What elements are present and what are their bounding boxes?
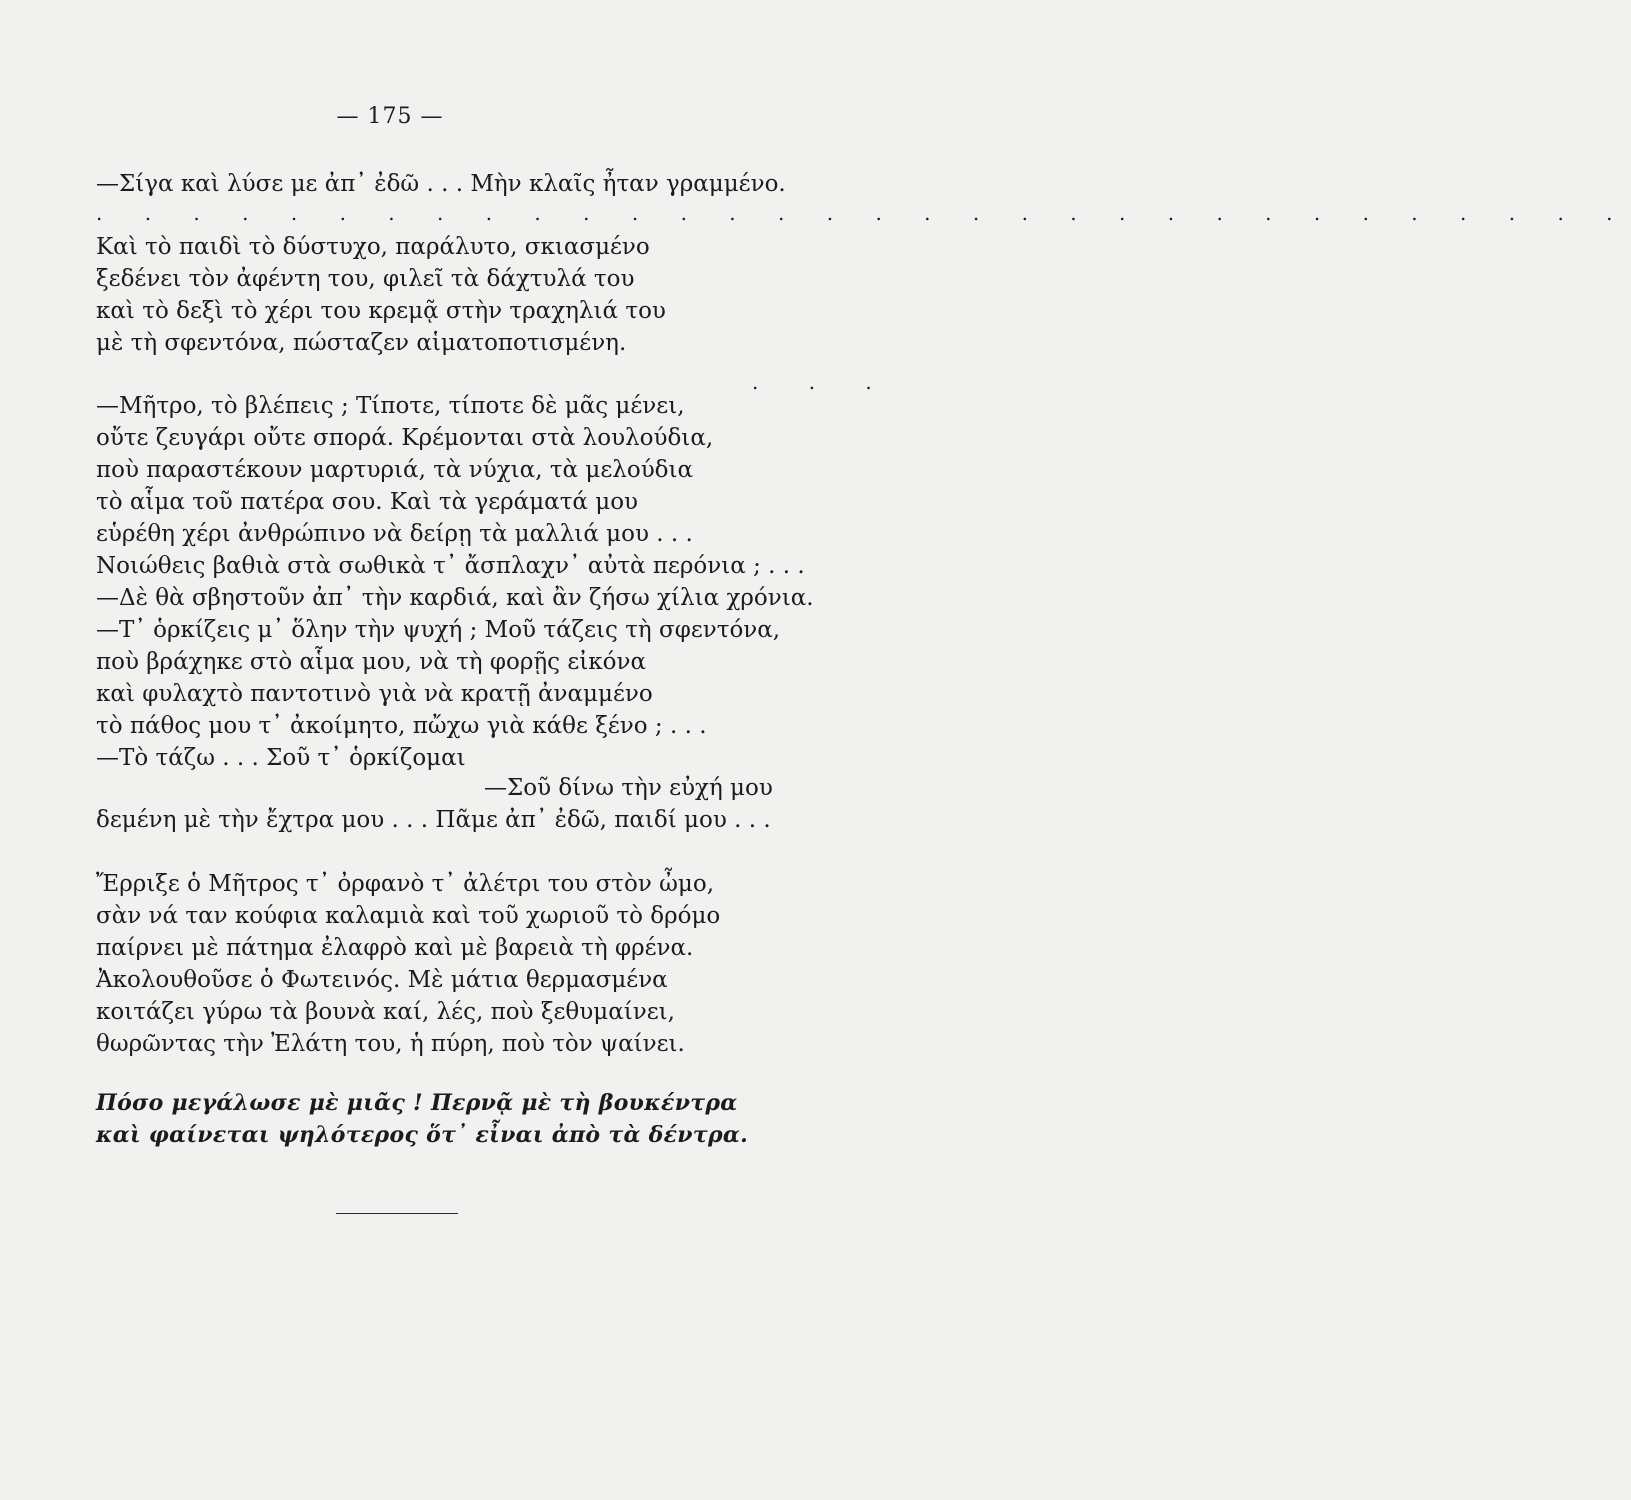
verse-line: δεμένη μὲ τὴν ἔχτρα μου . . . Πᾶμε ἀπ᾿ ἐδῶ, παιδί μου . . . xyxy=(96,807,771,833)
verse-line: Ἔρριξε ὁ Μῆτρος τ᾿ ὀρφανὸ τ᾿ ἀλέτρι του στὸν ὦμο, xyxy=(96,871,715,897)
verse-line: κοιτάζει γύρω τὰ βουνὰ καί, λές, ποὺ ξεθυμαίνει, xyxy=(96,999,675,1025)
verse-line: ξεδένει τὸν ἀφέντη του, φιλεῖ τὰ δάχτυλά του xyxy=(96,266,635,292)
closing-verse-line: Πόσο μεγάλωσε μὲ μιᾶς ! Περνᾷ μὲ τὴ βουκέντρα xyxy=(96,1090,738,1116)
closing-verse-line: καὶ φαίνεται ψηλότερος ὅτ᾿ εἶναι ἀπὸ τὰ δέντρα. xyxy=(96,1122,749,1148)
verse-line: παίρνει μὲ πάτημα ἐλαφρὸ καὶ μὲ βαρειὰ τὴ φρένα. xyxy=(96,935,694,961)
verse-line: —Μῆτρο, τὸ βλέπεις ; Τίποτε, τίποτε δὲ μᾶς μένει, xyxy=(96,393,685,419)
verse-line: —Τ᾿ ὁρκίζεις μ᾿ ὅλην τὴν ψυχή ; Μοῦ τάζεις τὴ σφεντόνα, xyxy=(96,617,781,643)
ellipsis-row-right: . . . xyxy=(752,370,894,394)
verse-line: τὸ αἷμα τοῦ πατέρα σου. Καὶ τὰ γεράματά μου xyxy=(96,489,639,515)
section-divider xyxy=(336,1213,458,1214)
verse-line: θωρῶντας τὴν Ἐλάτη του, ἡ πύρη, ποὺ τὸν ψαίνει. xyxy=(96,1031,685,1057)
verse-line: τὸ πάθος μου τ᾿ ἀκοίμητο, πὤχω γιὰ κάθε ξένο ; . . . xyxy=(96,713,707,739)
verse-line-indented: —Σοῦ δίνω τὴν εὐχή μου xyxy=(484,775,773,801)
verse-line: σὰν νά ταν κούφια καλαμιὰ καὶ τοῦ χωριοῦ τὸ δρόμο xyxy=(96,903,721,929)
verse-line: καὶ φυλαχτὸ παντοτινὸ γιὰ νὰ κρατῇ ἀναμμένο xyxy=(96,681,653,707)
verse-line: Νοιώθεις βαθιὰ στὰ σωθικὰ τ᾿ ἄσπλαχν᾿ αὐτὰ περόνια ; . . . xyxy=(96,553,805,579)
verse-line: οὔτε ζευγάρι οὔτε σπορά. Κρέμονται στὰ λουλούδια, xyxy=(96,425,714,451)
verse-line: Ἀκολουθοῦσε ὁ Φωτεινός. Μὲ μάτια θερμασμένα xyxy=(96,967,668,993)
verse-line: μὲ τὴ σφεντόνα, πώσταζεν αἱματοποτισμένη. xyxy=(96,330,627,356)
verse-line: εὑρέθη χέρι ἀνθρώπινο νὰ δείρῃ τὰ μαλλιά μου . . . xyxy=(96,521,693,547)
page-number: — 175 — xyxy=(336,104,444,129)
verse-line: —Τὸ τάζω . . . Σοῦ τ᾿ ὁρκίζομαι xyxy=(96,745,466,771)
verse-line: ποὺ παραστέκουν μαρτυριά, τὰ νύχια, τὰ μελούδια xyxy=(96,457,694,483)
verse-line: —Σίγα καὶ λύσε με ἀπ᾿ ἐδῶ . . . Μὴν κλαῖς ἦταν γραμμένο. xyxy=(96,171,786,197)
verse-line: ποὺ βράχηκε στὸ αἷμα μου, νὰ τὴ φορῇς εἰκόνα xyxy=(96,649,647,675)
verse-line: —Δὲ θὰ σβηστοῦν ἀπ᾿ τὴν καρδιά, καὶ ἂν ζήσω χίλια χρόνια. xyxy=(96,585,814,611)
verse-line: καὶ τὸ δεξὶ τὸ χέρι του κρεμᾷ στὴν τραχηλιά του xyxy=(96,298,666,324)
ellipsis-row: . . . . . . . . . . . . . . . . . . . . . . . . . . . . . . . . xyxy=(96,201,1631,225)
verse-line: Καὶ τὸ παιδὶ τὸ δύστυχο, παράλυτο, σκιασμένο xyxy=(96,234,650,260)
